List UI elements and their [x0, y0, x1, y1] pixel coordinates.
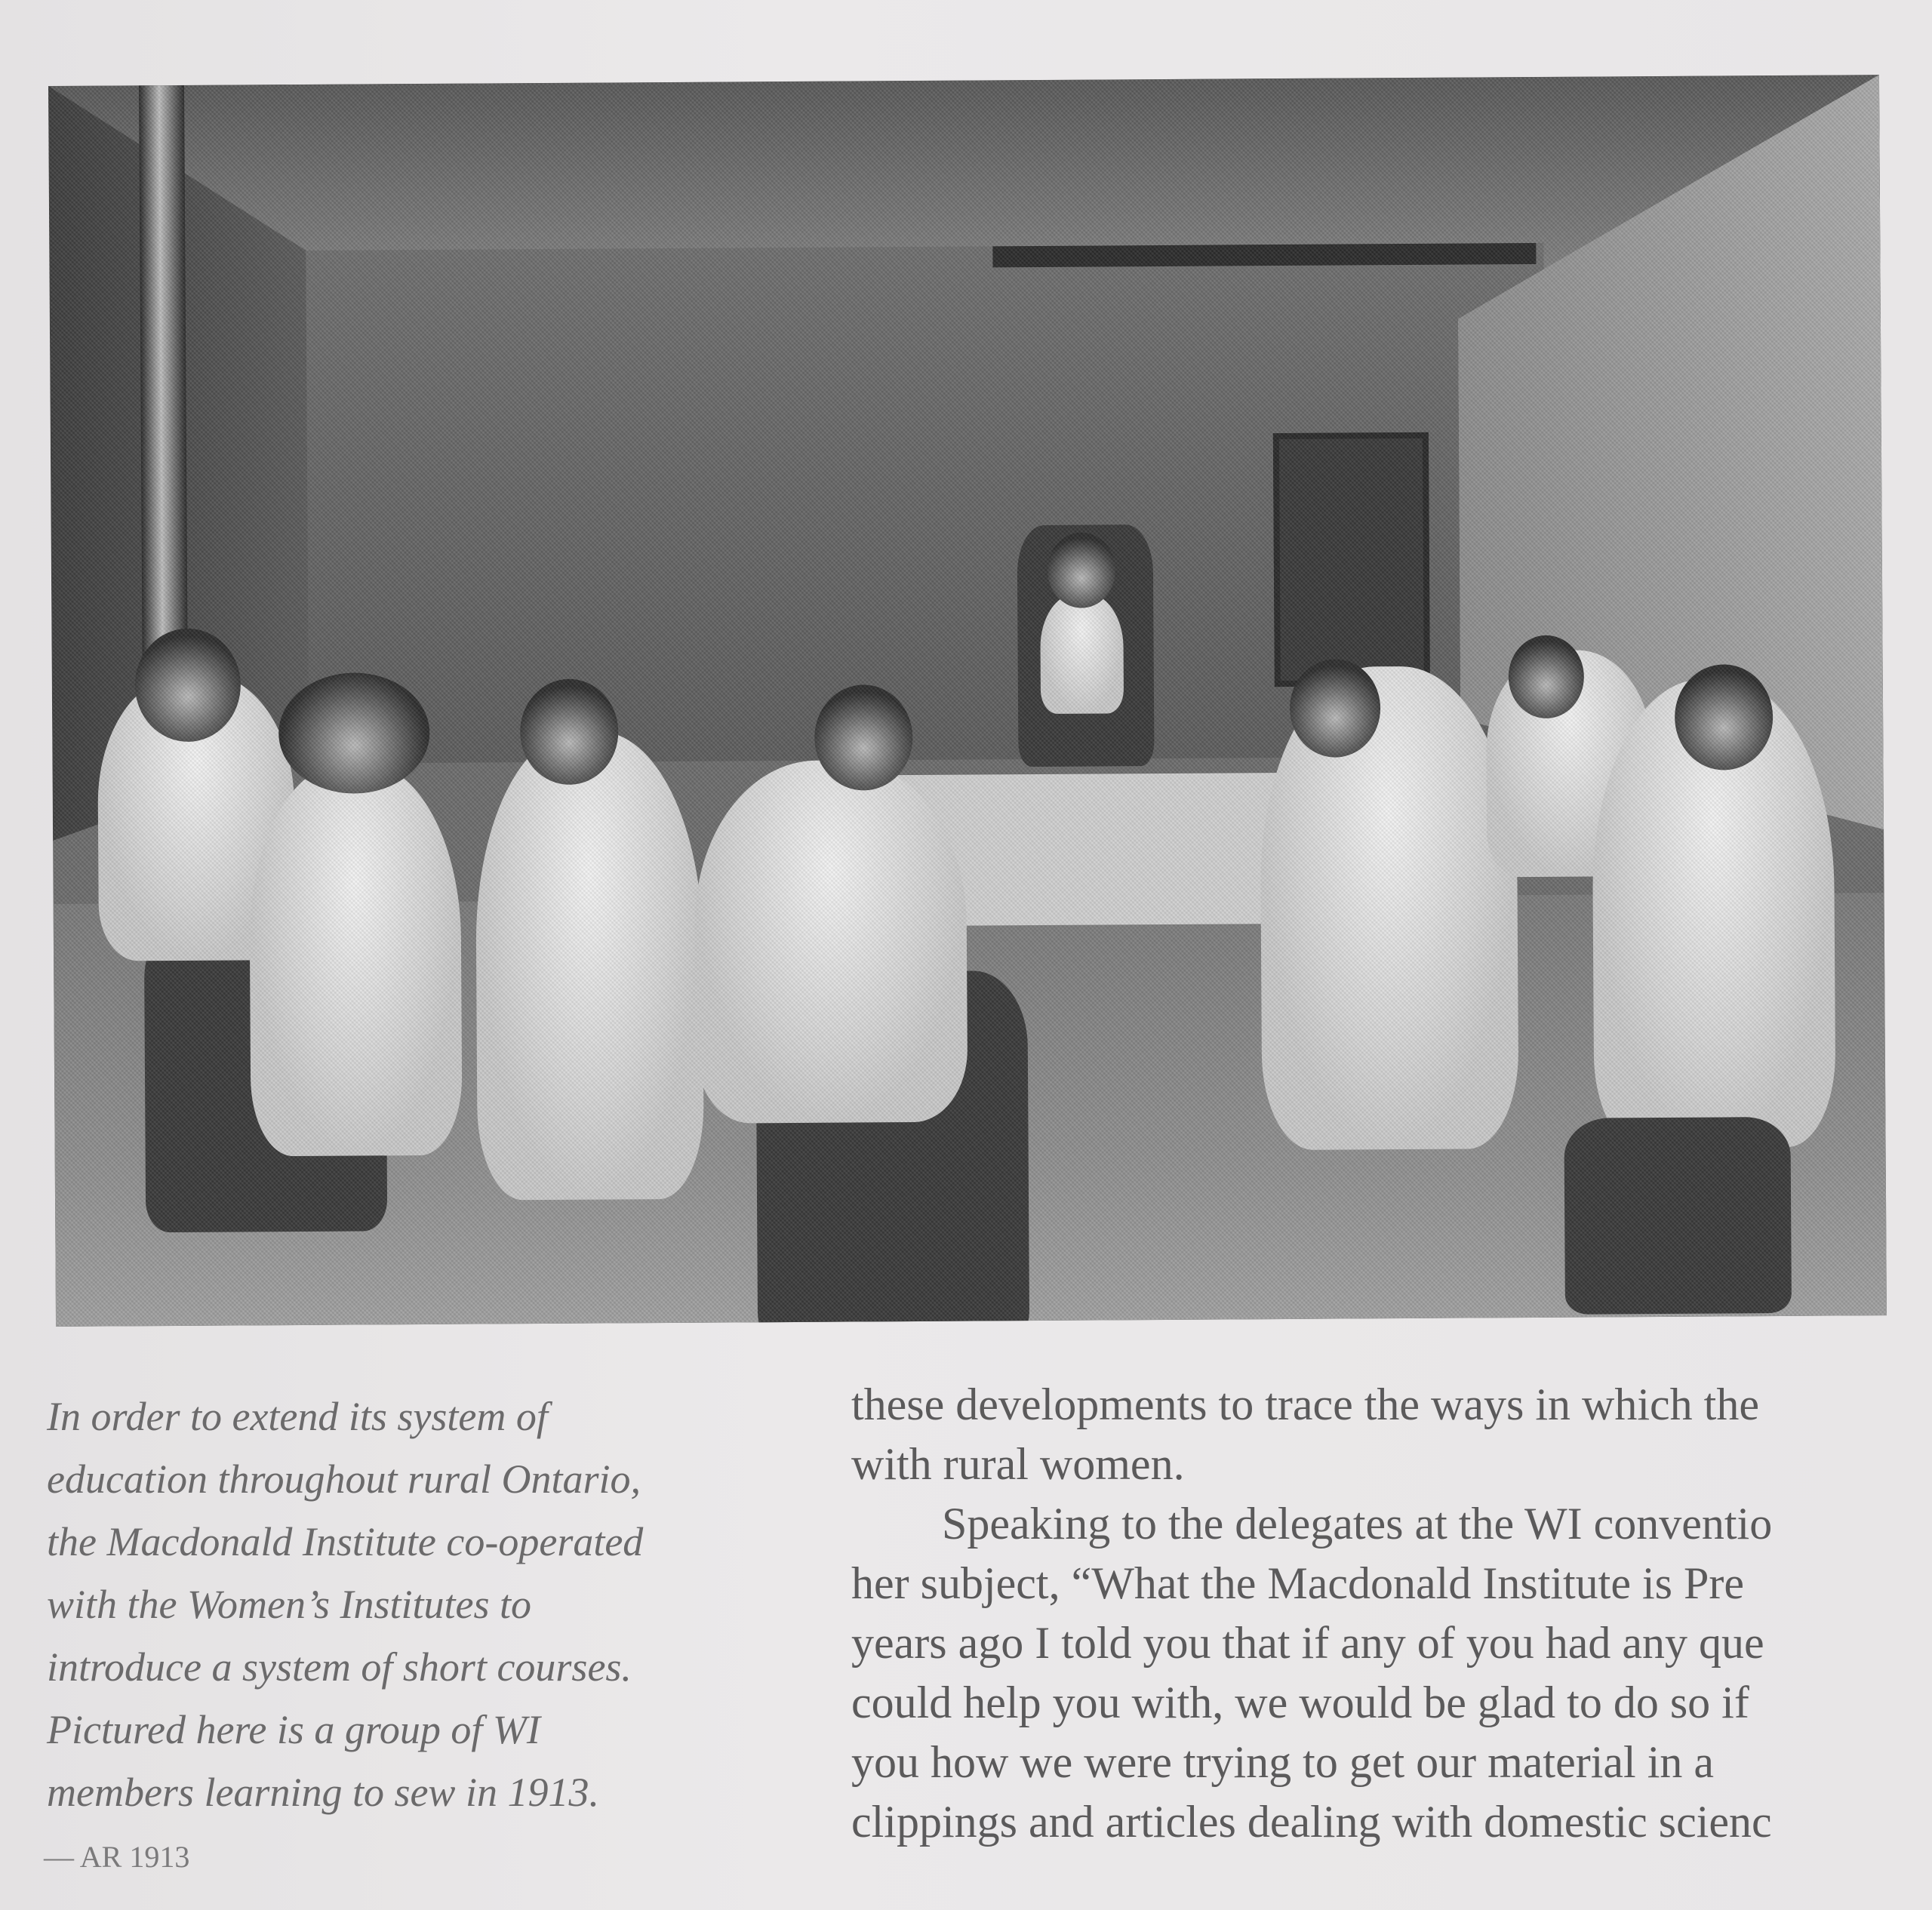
body-line: these developments to trace the ways in which the	[851, 1379, 1759, 1429]
body-line: her subject, “What the Macdonald Institute is Pre	[851, 1558, 1744, 1608]
body-line: years ago I told you that if any of you had any que	[851, 1618, 1764, 1668]
body-line: clippings and articles dealing with domestic scienc	[851, 1797, 1772, 1847]
historical-photograph	[48, 75, 1887, 1327]
body-line: you how we were trying to get our material in a	[851, 1737, 1714, 1787]
body-text-column	[851, 1375, 1932, 1852]
caption-line: members learning to sew in 1913.	[47, 1770, 599, 1815]
caption-line: In order to extend its system of	[47, 1394, 548, 1439]
caption-line: with the Women’s Institutes to	[47, 1582, 532, 1627]
caption-credit: — AR 1913	[44, 1840, 190, 1874]
caption-line: introduce a system of short courses.	[47, 1644, 632, 1690]
photo-caption	[47, 1386, 771, 1824]
photo-halftone-grain	[48, 75, 1887, 1327]
caption-line: Pictured here is a group of WI	[47, 1707, 540, 1752]
body-line: with rural women.	[851, 1439, 1185, 1489]
caption-line: the Macdonald Institute co-operated	[47, 1519, 644, 1564]
body-line: could help you with, we would be glad to do so if	[851, 1678, 1749, 1727]
caption-line: education throughout rural Ontario,	[47, 1456, 641, 1502]
body-paragraph-start: Speaking to the delegates at the WI conventio	[942, 1499, 1773, 1549]
